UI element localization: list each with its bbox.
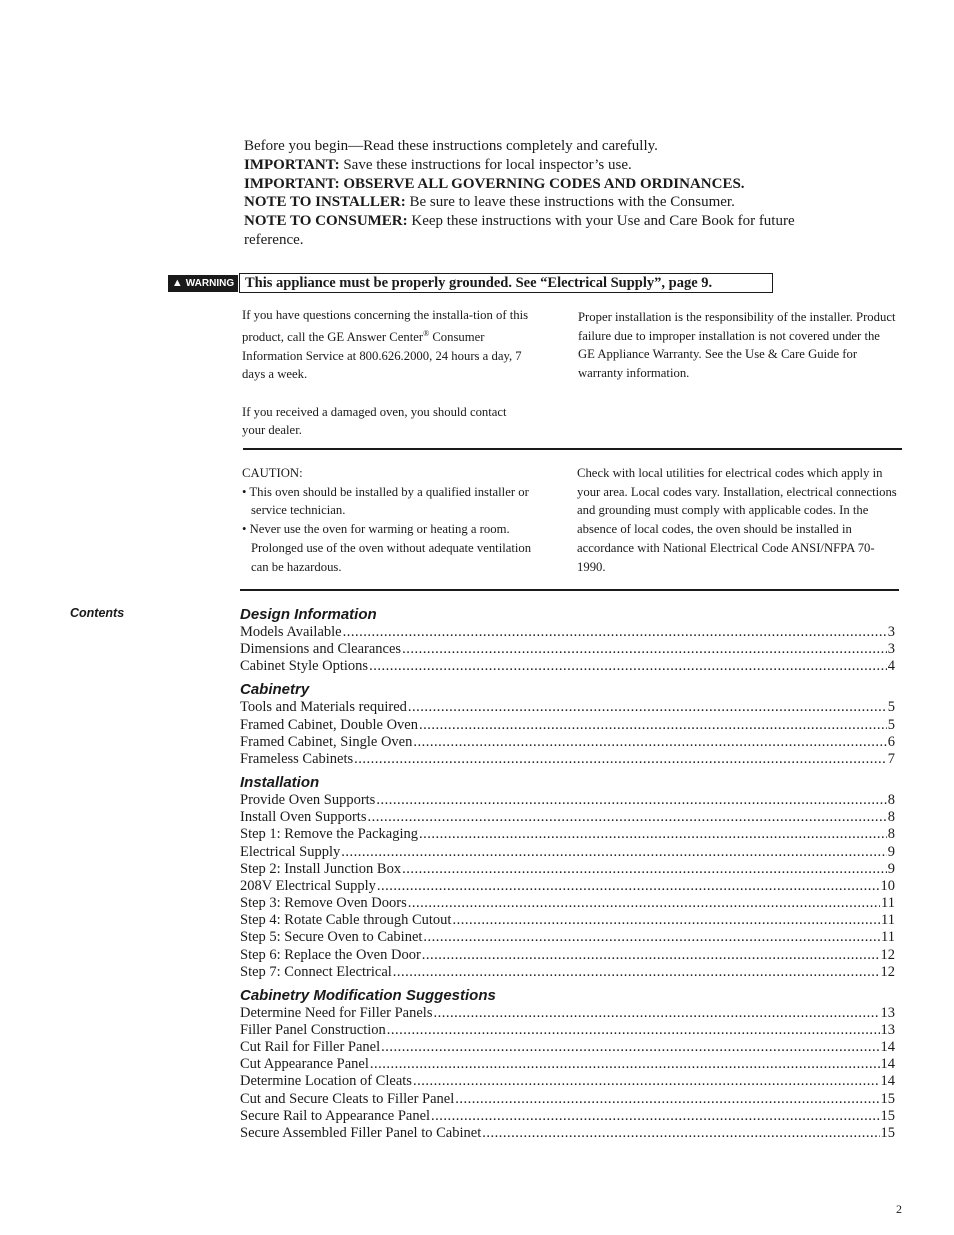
questions-text-b: Consumer Information Service at 800.626.2000, 24 hours a day, 7 days a week. xyxy=(242,329,522,382)
contents-label: Contents xyxy=(70,606,125,620)
dot-leader xyxy=(381,1039,879,1056)
toc-entry-page: 12 xyxy=(880,963,895,980)
toc-entry-title: Cut Rail for Filler Panel xyxy=(240,1039,381,1056)
questions-column xyxy=(242,306,532,440)
toc-entry-page: 14 xyxy=(880,1039,895,1056)
toc-entry-page: 3 xyxy=(887,624,895,640)
toc-entry[interactable] xyxy=(240,1022,895,1039)
toc-entry[interactable] xyxy=(240,1073,895,1090)
toc-entry[interactable] xyxy=(240,809,895,826)
toc-entry-title: Secure Rail to Appearance Panel xyxy=(240,1107,431,1124)
toc-entry-title: Step 6: Replace the Oven Door xyxy=(240,946,421,963)
dot-leader xyxy=(343,624,887,641)
toc-entry-page: 6 xyxy=(887,733,895,750)
toc-entry[interactable] xyxy=(240,1125,895,1142)
divider xyxy=(243,448,902,450)
dot-leader xyxy=(408,895,880,912)
toc-entry-title: Electrical Supply xyxy=(240,843,341,860)
toc-entry-title: Step 7: Connect Electrical xyxy=(240,963,392,980)
toc-entry[interactable] xyxy=(240,861,895,878)
consumer-label: NOTE TO CONSUMER: xyxy=(244,213,408,230)
dot-leader xyxy=(422,947,880,964)
dot-leader xyxy=(341,844,886,861)
toc-entry-title: Provide Oven Supports xyxy=(240,792,376,809)
toc-entry-title: Cut and Secure Cleats to Filler Panel xyxy=(240,1090,455,1107)
toc-entry-title: Determine Location of Cleats xyxy=(240,1073,412,1090)
dot-leader xyxy=(433,1005,879,1022)
dot-leader xyxy=(376,792,886,809)
toc-entry-page: 5 xyxy=(887,699,895,716)
toc-entry[interactable] xyxy=(240,658,895,675)
dot-leader xyxy=(452,912,880,929)
consumer-text: Keep these instructions with your Use and Care Book for future reference. xyxy=(244,213,795,248)
toc-entry-page: 15 xyxy=(880,1090,895,1107)
dot-leader xyxy=(402,861,887,878)
toc-entry-page: 13 xyxy=(880,1021,895,1038)
warning-badge-label: WARNING xyxy=(185,278,235,289)
electrical-codes-column xyxy=(577,464,897,576)
toc-entry-page: 10 xyxy=(880,877,895,894)
toc-entry-page: 15 xyxy=(880,1124,895,1141)
toc-entry-title: Determine Need for Filler Panels xyxy=(240,1004,433,1021)
toc-entry-title: Step 3: Remove Oven Doors xyxy=(240,895,407,912)
divider xyxy=(240,589,899,591)
installer-label: NOTE TO INSTALLER: xyxy=(244,194,406,211)
codes-notice-text: IMPORTANT: OBSERVE ALL GOVERNING CODES AND ORDINANCES. xyxy=(244,175,745,192)
toc-entry[interactable] xyxy=(240,1005,895,1022)
caution-title: CAUTION: xyxy=(242,466,303,480)
questions-text-a: If you have questions concerning the installa-tion of this product, call the GE Answer Center xyxy=(242,308,529,344)
toc-entry-page: 5 xyxy=(887,716,895,733)
installer-text: Be sure to leave these instructions with the Consumer. xyxy=(405,194,735,211)
toc-entry[interactable] xyxy=(240,717,895,734)
toc-entry-page: 3 xyxy=(887,641,895,658)
dot-leader xyxy=(419,826,887,843)
toc-entry[interactable] xyxy=(240,641,895,658)
toc-entry[interactable] xyxy=(240,929,895,946)
caution-column xyxy=(242,464,532,576)
toc-entry[interactable] xyxy=(240,826,895,843)
dot-leader xyxy=(482,1125,879,1142)
toc-entry[interactable] xyxy=(240,878,895,895)
dot-leader xyxy=(408,699,887,716)
toc-entry-title: Tools and Materials required xyxy=(240,699,407,716)
toc-entry-title: Framed Cabinet, Double Oven xyxy=(240,716,418,733)
toc-section-heading: Cabinetry xyxy=(240,681,310,699)
page-number: 2 xyxy=(896,1202,902,1216)
warning-badge xyxy=(168,275,238,292)
intro-block xyxy=(244,137,804,250)
toc-entry-page: 4 xyxy=(887,658,895,675)
toc-entry-title: Cut Appearance Panel xyxy=(240,1056,369,1073)
toc-section-heading: Installation xyxy=(240,774,320,792)
dot-leader xyxy=(393,964,880,981)
toc-entry-page: 11 xyxy=(881,895,895,912)
dot-leader xyxy=(423,929,880,946)
questions-paragraph xyxy=(242,306,532,384)
toc-entry[interactable] xyxy=(240,1039,895,1056)
intro-line: Before you begin—Read these instructions completely and carefully. xyxy=(244,138,658,154)
installer-note xyxy=(244,193,804,212)
toc-entry-title: 208V Electrical Supply xyxy=(240,877,376,894)
toc-entry[interactable] xyxy=(240,1108,895,1125)
toc-entry-page: 14 xyxy=(880,1056,895,1073)
consumer-note xyxy=(244,212,804,250)
toc-entry-title: Frameless Cabinets xyxy=(240,750,354,767)
toc-entry[interactable] xyxy=(240,1056,895,1073)
dot-leader xyxy=(367,809,886,826)
dot-leader xyxy=(387,1022,880,1039)
toc-entry[interactable] xyxy=(240,912,895,929)
toc-entry[interactable] xyxy=(240,734,895,751)
important-note xyxy=(244,156,804,175)
damaged-paragraph: If you received a damaged oven, you should contact your dealer. xyxy=(242,404,507,438)
toc-entry[interactable] xyxy=(240,947,895,964)
electrical-codes-paragraph: Check with local utilities for electrical codes which apply in your area. Local codes vary. Installation, electrical connections and grounding must comply with applicable codes. In the absence of local codes, the oven should be installed in accordance with National Electrical Code ANSI/NFPA 70-1990. xyxy=(577,466,897,574)
toc-entry-page: 8 xyxy=(887,826,895,843)
dot-leader xyxy=(354,751,887,768)
caution-item: • This oven should be installed by a qualified installer or service technician. xyxy=(242,484,529,518)
important-label: IMPORTANT: xyxy=(244,156,340,173)
installation-responsibility xyxy=(578,308,898,383)
toc-entry-title: Models Available xyxy=(240,624,342,640)
toc-entry-page: 9 xyxy=(887,843,895,860)
codes-notice xyxy=(244,175,804,194)
toc-entry[interactable] xyxy=(240,1091,895,1108)
important-text: Save these instructions for local inspector’s use. xyxy=(339,156,632,173)
toc-entry-page: 14 xyxy=(880,1073,895,1090)
dot-leader xyxy=(369,658,887,675)
toc-entry-page: 9 xyxy=(887,860,895,877)
toc-entry-page: 8 xyxy=(887,809,895,826)
toc-entry-title: Framed Cabinet, Single Oven xyxy=(240,733,413,750)
toc-entry-title: Filler Panel Construction xyxy=(240,1021,386,1038)
grounding-warning: This appliance must be properly grounded. See “Electrical Supply”, page 9. xyxy=(239,273,773,293)
toc-entry-page: 11 xyxy=(881,912,895,929)
toc-section-heading: Cabinetry Modification Suggestions xyxy=(240,986,496,1004)
registered-mark: ® xyxy=(423,328,430,338)
toc-entry[interactable] xyxy=(240,751,895,768)
toc-entry[interactable] xyxy=(240,792,895,809)
toc-entry-page: 7 xyxy=(887,750,895,767)
toc-entry-title: Dimensions and Clearances xyxy=(240,641,402,658)
toc-entry-title: Secure Assembled Filler Panel to Cabinet xyxy=(240,1124,482,1141)
dot-leader xyxy=(413,734,886,751)
table-of-contents xyxy=(240,605,895,1142)
dot-leader xyxy=(455,1091,879,1108)
dot-leader xyxy=(431,1108,879,1125)
toc-entry-page: 12 xyxy=(880,946,895,963)
toc-entry[interactable] xyxy=(240,895,895,912)
toc-entry[interactable] xyxy=(240,699,895,716)
dot-leader xyxy=(419,717,887,734)
toc-entry[interactable] xyxy=(240,964,895,981)
toc-entry-title: Step 4: Rotate Cable through Cutout xyxy=(240,912,452,929)
dot-leader xyxy=(402,641,887,658)
toc-entry-page: 15 xyxy=(880,1107,895,1124)
toc-entry-title: Step 2: Install Junction Box xyxy=(240,860,402,877)
dot-leader xyxy=(377,878,880,895)
toc-entry[interactable] xyxy=(240,624,895,641)
dot-leader xyxy=(413,1073,880,1090)
toc-entry-page: 8 xyxy=(887,792,895,809)
responsibility-paragraph: Proper installation is the responsibility of the installer. Product failure due to improper installation is not covered under the GE Appliance Warranty. See the Use & Care Guide for warranty information. xyxy=(578,310,896,381)
toc-section-heading: Design Information xyxy=(240,606,377,623)
warning-triangle-icon: ▲ xyxy=(171,277,183,289)
toc-entry[interactable] xyxy=(240,844,895,861)
toc-entry-title: Cabinet Style Options xyxy=(240,658,369,675)
toc-entry-page: 13 xyxy=(880,1004,895,1021)
toc-entry-page: 11 xyxy=(881,929,895,946)
toc-entry-title: Step 1: Remove the Packaging xyxy=(240,826,418,843)
caution-item: • Never use the oven for warming or heating a room. Prolonged use of the oven without adequate ventilation can be hazardous. xyxy=(242,522,532,574)
dot-leader xyxy=(370,1056,880,1073)
toc-entry-title: Step 5: Secure Oven to Cabinet xyxy=(240,929,423,946)
toc-entry-title: Install Oven Supports xyxy=(240,809,367,826)
